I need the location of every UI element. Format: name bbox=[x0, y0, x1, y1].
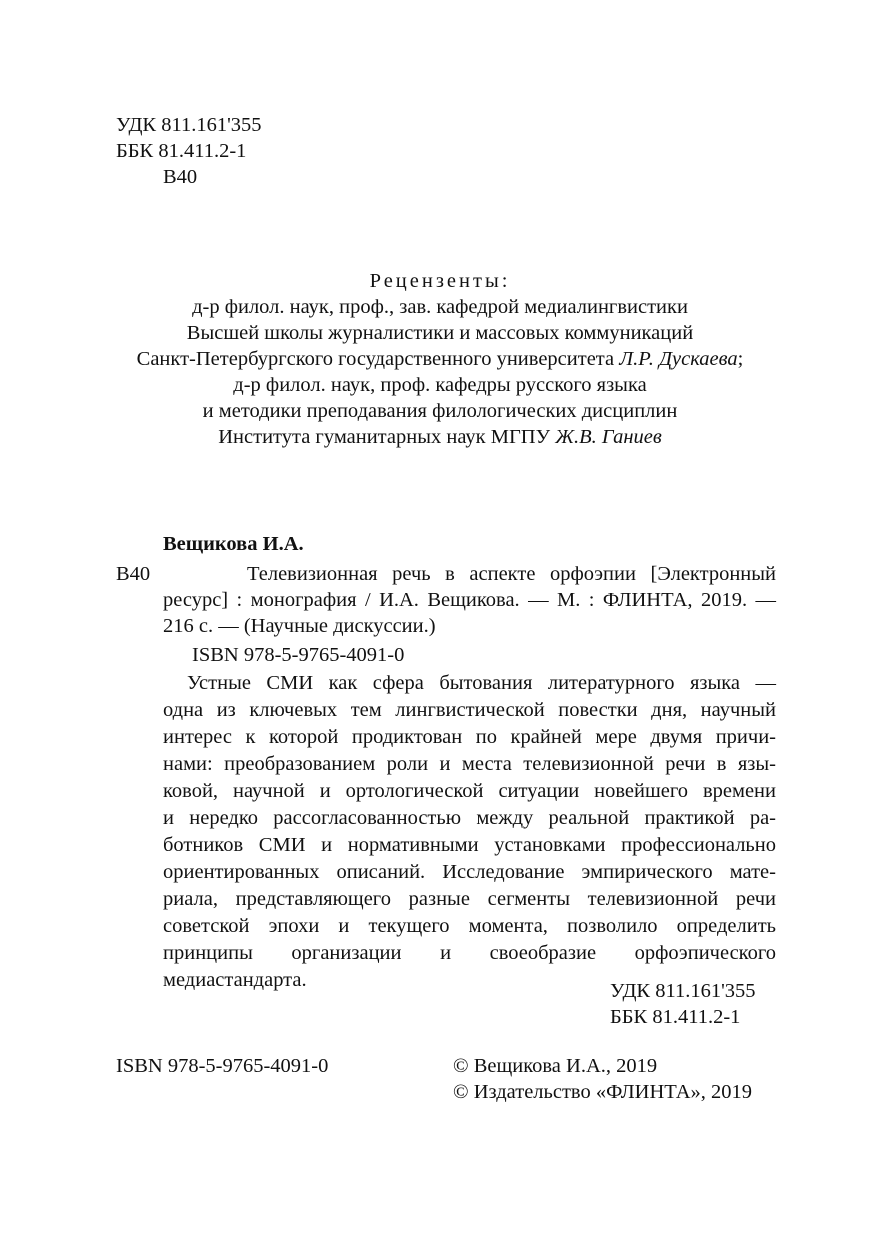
bibliographic-description bbox=[163, 561, 776, 639]
author-sign-top: В40 bbox=[163, 166, 198, 188]
author-sign: В40 bbox=[116, 563, 151, 585]
abstract-line: ковой, научной и ортологической ситуации новейшего времени bbox=[163, 780, 776, 802]
copyright-author: © Вещикова И.А., 2019 bbox=[453, 1055, 658, 1077]
abstract-line: и нередко рассогласованностью между реальной практикой ра- bbox=[163, 807, 776, 829]
abstract-line: ориентированных описаний. Исследование эмпирического мате- bbox=[163, 861, 776, 883]
abstract-line: интерес к которой продиктован по крайней мере двумя причи- bbox=[163, 726, 776, 748]
bib-line: Телевизионная речь в аспекте орфоэпии [Электронный bbox=[247, 563, 776, 585]
abstract-line: ботников СМИ и нормативными установками профессионально bbox=[163, 834, 776, 856]
abstract-line: нами: преобразованием роли и места телевизионной речи в язы- bbox=[163, 753, 776, 775]
reviewer-line: д-р филол. наук, проф., зав. кафедрой медиалингвистики bbox=[192, 296, 688, 318]
reviewer-name: Л.Р. Дускаева bbox=[619, 348, 738, 370]
reviewer-line: д-р филол. наук, проф. кафедры русского языка bbox=[233, 374, 647, 396]
abstract-line: Устные СМИ как сфера бытования литературного языка — bbox=[187, 672, 776, 694]
reviewer-name: Ж.В. Ганиев bbox=[555, 426, 662, 448]
isbn-inner: ISBN 978-5-9765-4091-0 bbox=[192, 644, 405, 666]
isbn-footer: ISBN 978-5-9765-4091-0 bbox=[116, 1055, 329, 1077]
reviewer-line: и методики преподавания филологических дисциплин bbox=[202, 400, 678, 422]
abstract-line: одна из ключевых тем лингвистической повестки дня, научный bbox=[163, 699, 776, 721]
abstract-line: советской эпохи и текущего момента, позволило определить bbox=[163, 915, 776, 937]
udk-code-bottom: УДК 811.161'355 bbox=[610, 980, 756, 1002]
reviewer-line bbox=[80, 346, 800, 372]
reviewers-heading: Рецензенты: bbox=[369, 270, 511, 292]
reviewer-line: Высшей школы журналистики и массовых коммуникаций bbox=[186, 322, 694, 344]
reviewer-separator: ; bbox=[737, 348, 744, 370]
reviewer-affiliation: Санкт-Петербургского государственного университета bbox=[136, 348, 620, 370]
abstract-line: риала, представляющего разные сегменты телевизионной речи bbox=[163, 888, 776, 910]
reviewer-line bbox=[80, 424, 800, 450]
bbk-code-top: ББК 81.411.2-1 bbox=[116, 140, 247, 162]
udk-code-top: УДК 811.161'355 bbox=[116, 114, 262, 136]
reviewer-affiliation: Института гуманитарных наук МГПУ bbox=[218, 426, 556, 448]
bib-line: 216 с. — (Научные дискуссии.) bbox=[163, 615, 436, 637]
reviewers-block bbox=[80, 268, 800, 450]
author-heading: Вещикова И.А. bbox=[163, 533, 304, 555]
abstract bbox=[163, 670, 776, 994]
abstract-line: медиастандарта. bbox=[163, 969, 307, 991]
bbk-code-bottom: ББК 81.411.2-1 bbox=[610, 1006, 741, 1028]
bib-line: ресурс] : монография / И.А. Вещикова. — М. : ФЛИНТА, 2019. — bbox=[163, 589, 776, 611]
abstract-line: принципы организации и своеобразие орфоэпического bbox=[163, 942, 776, 964]
copyright-publisher: © Издательство «ФЛИНТА», 2019 bbox=[453, 1081, 753, 1103]
